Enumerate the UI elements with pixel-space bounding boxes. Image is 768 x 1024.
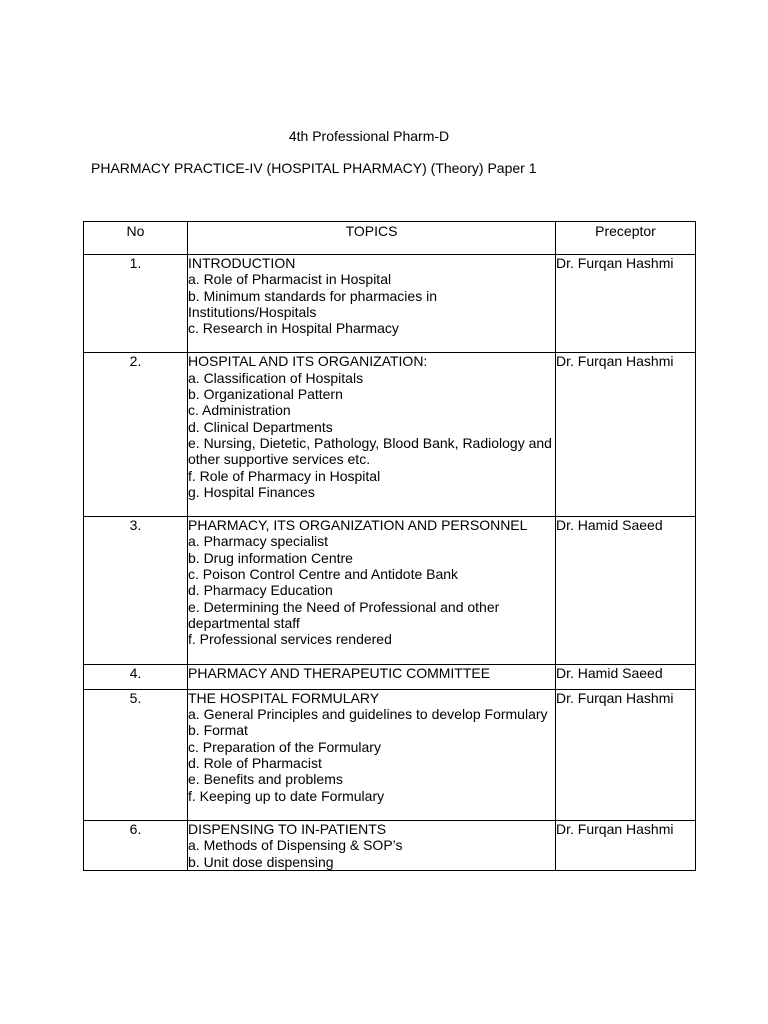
topic-subitem: b. Format — [188, 722, 248, 739]
topic-heading: PHARMACY AND THERAPEUTIC COMMITTEE — [188, 664, 491, 681]
document-subtitle: PHARMACY PRACTICE-IV (HOSPITAL PHARMACY) (Theory) Paper 1 — [91, 160, 537, 176]
row-number: 6. — [84, 820, 188, 870]
topic-heading: PHARMACY, ITS ORGANIZATION AND PERSONNEL — [188, 517, 528, 534]
topic-subitem: a. Classification of Hospitals — [188, 369, 364, 386]
topic-subitem: d. Clinical Departments — [188, 418, 333, 435]
table-header-row — [84, 222, 696, 255]
preceptor-name: Dr. Furqan Hashmi — [556, 820, 674, 837]
table-row — [84, 664, 696, 689]
topic-subitem: d. Role of Pharmacist — [188, 755, 322, 772]
topic-subitem: d. Pharmacy Education — [188, 582, 333, 599]
topic-subitem: f. Professional services rendered — [188, 631, 392, 648]
topic-cell — [188, 517, 556, 664]
table-row — [84, 689, 696, 820]
preceptor-name: Dr. Furqan Hashmi — [556, 689, 674, 706]
topic-subitem: c. Research in Hospital Pharmacy — [188, 320, 399, 337]
topic-subitem: f. Role of Pharmacy in Hospital — [188, 467, 381, 484]
table-row — [84, 820, 696, 870]
preceptor-name: Dr. Hamid Saeed — [556, 664, 663, 681]
preceptor-cell — [556, 255, 696, 353]
preceptor-cell — [556, 820, 696, 870]
row-number: 2. — [84, 353, 188, 517]
topic-subitem: a. Role of Pharmacist in Hospital — [188, 271, 392, 288]
topic-subitem: c. Administration — [188, 402, 291, 419]
preceptor-name: Dr. Hamid Saeed — [556, 517, 663, 534]
topic-subitem: b. Unit dose dispensing — [188, 853, 334, 870]
table-row — [84, 353, 696, 517]
topic-subitem: e. Benefits and problems — [188, 771, 343, 788]
preceptor-cell — [556, 353, 696, 517]
topic-heading: THE HOSPITAL FORMULARY — [188, 689, 380, 706]
topic-subitem: b. Drug information Centre — [188, 549, 353, 566]
row-number: 1. — [84, 255, 188, 353]
column-header-no: No — [84, 222, 188, 255]
topic-subitem: e. Determining the Need of Professional and other departmental staff — [188, 598, 500, 631]
topic-cell — [188, 255, 556, 353]
row-number: 3. — [84, 517, 188, 664]
preceptor-name: Dr. Furqan Hashmi — [556, 255, 674, 271]
document-title: 4th Professional Pharm-D — [288, 128, 450, 144]
table-row — [84, 255, 696, 353]
topic-cell — [188, 820, 556, 870]
row-number: 4. — [84, 664, 188, 689]
topic-subitem: a. Pharmacy specialist — [188, 533, 329, 550]
topic-subitem: c. Poison Control Centre and Antidote Bank — [188, 566, 459, 583]
topic-subitem: a. Methods of Dispensing & SOP’s — [188, 837, 403, 854]
preceptor-name: Dr. Furqan Hashmi — [556, 353, 674, 370]
topic-cell — [188, 689, 556, 820]
preceptor-cell — [556, 517, 696, 664]
topic-subitem: b. Organizational Pattern — [188, 386, 343, 403]
topic-subitem: c. Preparation of the Formulary — [188, 738, 381, 755]
topic-cell — [188, 353, 556, 517]
column-header-preceptor: Preceptor — [556, 222, 696, 255]
topic-heading: DISPENSING TO IN-PATIENTS — [188, 820, 387, 837]
table-row — [84, 517, 696, 664]
preceptor-cell — [556, 664, 696, 689]
topics-table — [83, 221, 696, 871]
preceptor-cell — [556, 689, 696, 820]
topic-subitem: b. Minimum standards for pharmacies in Institutions/Hospitals — [188, 287, 437, 320]
topic-heading: HOSPITAL AND ITS ORGANIZATION: — [188, 353, 428, 370]
topic-subitem: g. Hospital Finances — [188, 483, 315, 500]
table-body — [84, 255, 696, 871]
topic-cell — [188, 664, 556, 689]
topic-subitem: f. Keeping up to date Formulary — [188, 787, 385, 804]
row-number: 5. — [84, 689, 188, 820]
column-header-topics: TOPICS — [188, 222, 556, 255]
topic-subitem: e. Nursing, Dietetic, Pathology, Blood Bank, Radiology and other supportive services etc. — [188, 434, 552, 468]
topic-subitem: a. General Principles and guidelines to develop Formulary — [188, 706, 548, 723]
topic-heading: INTRODUCTION — [188, 255, 296, 271]
